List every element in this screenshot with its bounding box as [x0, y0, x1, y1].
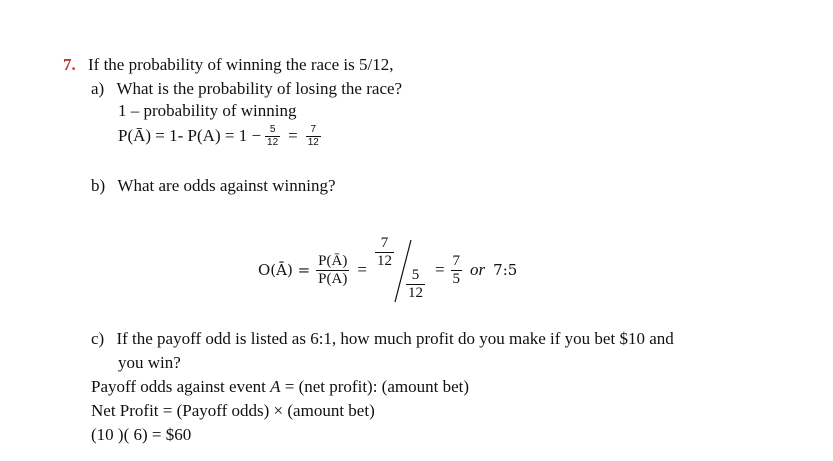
fraction-numerator: 7: [380, 235, 389, 251]
fraction-5-over-12: [406, 268, 425, 301]
fraction-denominator: 12: [376, 253, 392, 269]
odds-equation: [258, 232, 517, 308]
fraction-numerator: 7: [310, 123, 317, 135]
part-a-question-text: What is the probability of losing the race?: [116, 79, 403, 98]
odds-lhs: O(Ā) =: [258, 261, 311, 279]
fraction-numerator: 5: [411, 267, 420, 283]
equals-sign: =: [288, 126, 298, 145]
question-text: If the probability of winning the race is 5/12,: [88, 55, 394, 74]
odds-result: 7:5: [493, 261, 518, 279]
calculation-line: (10 )( 6) = $60: [91, 425, 192, 444]
fraction-numerator: 5: [269, 123, 276, 135]
part-c-question-line1: If the payoff odd is listed as 6:1, how much profit do you make if you bet $10 and: [116, 329, 674, 348]
payoff-prefix: Payoff odds against event: [91, 377, 266, 396]
compound-fraction: [375, 234, 427, 306]
fraction-7-over-5: [451, 254, 463, 287]
fraction-denominator: 12: [267, 136, 279, 148]
or-text: or: [470, 260, 486, 279]
part-a-step: 1 – probability of winning: [118, 101, 297, 120]
odds-ratio-fraction: [316, 254, 349, 287]
payoff-suffix: = (net profit): (amount bet): [284, 377, 470, 396]
event-variable: A: [270, 377, 281, 396]
question-header: [63, 55, 393, 75]
part-c-label: c): [91, 329, 105, 348]
fraction-denominator: 12: [307, 136, 319, 148]
fraction-denominator: 5: [452, 270, 461, 287]
part-b-label: b): [91, 176, 106, 195]
part-a-label: a): [91, 79, 105, 98]
part-c-question-line2: you win?: [118, 353, 181, 372]
fraction-numerator: 7: [452, 252, 461, 269]
part-c-question: [91, 329, 674, 349]
fraction-7-over-12: [306, 125, 321, 148]
part-b-question-text: What are odds against winning?: [117, 176, 336, 195]
equals-sign: =: [434, 260, 445, 279]
net-profit-line: Net Profit = (Payoff odds) × (amount bet): [91, 401, 375, 420]
part-a-eq-lhs: P(Ā) = 1- P(A) = 1 −: [118, 126, 262, 145]
equals-sign: =: [357, 260, 367, 279]
payoff-odds-line: [91, 377, 469, 397]
part-a-equation: [118, 118, 321, 154]
fraction-denominator: 12: [407, 285, 423, 301]
ratio-denominator: P(A): [318, 270, 348, 287]
part-a-question: [91, 79, 402, 99]
part-b-question: [91, 176, 336, 196]
ratio-numerator: P(Ā): [318, 252, 348, 269]
fraction-5-over-12: [265, 125, 280, 148]
question-number: 7.: [63, 55, 76, 74]
